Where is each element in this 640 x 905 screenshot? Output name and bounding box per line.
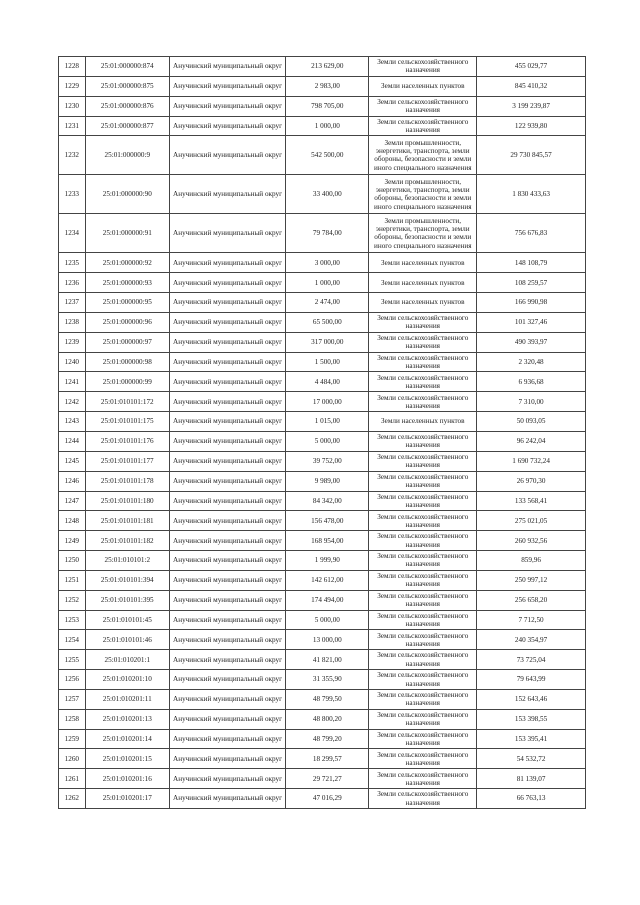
area-cell: 142 612,00 <box>286 570 369 590</box>
cadastral-value-cell: 7 712,50 <box>477 610 586 630</box>
cadastral-number-cell: 25:01:000000:9 <box>85 136 169 175</box>
row-number-cell: 1239 <box>59 332 86 352</box>
cadastral-number-cell: 25:01:010101:178 <box>85 471 169 491</box>
cadastral-number-cell: 25:01:010101:175 <box>85 412 169 432</box>
table-row <box>59 253 586 273</box>
cadastral-number-cell: 25:01:010101:177 <box>85 451 169 471</box>
table-row <box>59 332 586 352</box>
table-body <box>59 57 586 809</box>
area-cell: 213 629,00 <box>286 57 369 77</box>
municipality-cell: Анучинский муниципальный округ <box>169 511 285 531</box>
area-cell: 39 752,00 <box>286 451 369 471</box>
land-category-cell: Земли населенных пунктов <box>369 76 477 96</box>
row-number-cell: 1246 <box>59 471 86 491</box>
municipality-cell: Анучинский муниципальный округ <box>169 116 285 136</box>
row-number-cell: 1234 <box>59 214 86 253</box>
row-number-cell: 1245 <box>59 451 86 471</box>
row-number-cell: 1258 <box>59 709 86 729</box>
table-row <box>59 312 586 332</box>
cadastral-value-cell: 153 398,55 <box>477 709 586 729</box>
table-row <box>59 570 586 590</box>
municipality-cell: Анучинский муниципальный округ <box>169 293 285 313</box>
cadastral-number-cell: 25:01:000000:98 <box>85 352 169 372</box>
cadastral-number-cell: 25:01:000000:877 <box>85 116 169 136</box>
area-cell: 33 400,00 <box>286 175 369 214</box>
municipality-cell: Анучинский муниципальный округ <box>169 769 285 789</box>
area-cell: 79 784,00 <box>286 214 369 253</box>
row-number-cell: 1252 <box>59 590 86 610</box>
cadastral-number-cell: 25:01:010101:181 <box>85 511 169 531</box>
table-row <box>59 491 586 511</box>
row-number-cell: 1259 <box>59 729 86 749</box>
land-category-cell: Земли сельскохозяйственного назначения <box>369 650 477 670</box>
table-row <box>59 352 586 372</box>
municipality-cell: Анучинский муниципальный округ <box>169 709 285 729</box>
cadastral-number-cell: 25:01:010101:182 <box>85 531 169 551</box>
land-category-cell: Земли сельскохозяйственного назначения <box>369 630 477 650</box>
table-row <box>59 57 586 77</box>
table-row <box>59 136 586 175</box>
land-category-cell: Земли сельскохозяйственного назначения <box>369 471 477 491</box>
table-row <box>59 610 586 630</box>
cadastral-value-cell: 490 393,97 <box>477 332 586 352</box>
table-row <box>59 630 586 650</box>
row-number-cell: 1260 <box>59 749 86 769</box>
cadastral-value-cell: 122 939,80 <box>477 116 586 136</box>
municipality-cell: Анучинский муниципальный округ <box>169 57 285 77</box>
area-cell: 48 799,20 <box>286 729 369 749</box>
row-number-cell: 1256 <box>59 670 86 690</box>
table-row <box>59 551 586 571</box>
land-category-cell: Земли сельскохозяйственного назначения <box>369 570 477 590</box>
area-cell: 1 015,00 <box>286 412 369 432</box>
land-category-cell: Земли сельскохозяйственного назначения <box>369 511 477 531</box>
table-row <box>59 749 586 769</box>
area-cell: 168 954,00 <box>286 531 369 551</box>
row-number-cell: 1228 <box>59 57 86 77</box>
table-row <box>59 789 586 809</box>
row-number-cell: 1238 <box>59 312 86 332</box>
cadastral-number-cell: 25:01:000000:875 <box>85 76 169 96</box>
municipality-cell: Анучинский муниципальный округ <box>169 372 285 392</box>
municipality-cell: Анучинский муниципальный округ <box>169 392 285 412</box>
land-category-cell: Земли сельскохозяйственного назначения <box>369 116 477 136</box>
cadastral-value-cell: 152 643,46 <box>477 689 586 709</box>
municipality-cell: Анучинский муниципальный округ <box>169 175 285 214</box>
cadastral-number-cell: 25:01:000000:96 <box>85 312 169 332</box>
land-category-cell: Земли промышленности, энергетики, транспорта, земли обороны, безопасности и земли иного специального назначения <box>369 136 477 175</box>
table-row <box>59 590 586 610</box>
cadastral-value-cell: 2 320,48 <box>477 352 586 372</box>
area-cell: 48 800,20 <box>286 709 369 729</box>
land-category-cell: Земли населенных пунктов <box>369 293 477 313</box>
land-category-cell: Земли промышленности, энергетики, транспорта, земли обороны, безопасности и земли иного специального назначения <box>369 214 477 253</box>
area-cell: 13 000,00 <box>286 630 369 650</box>
land-category-cell: Земли сельскохозяйственного назначения <box>369 392 477 412</box>
cadastral-value-cell: 66 763,13 <box>477 789 586 809</box>
municipality-cell: Анучинский муниципальный округ <box>169 96 285 116</box>
cadastral-value-cell: 260 932,56 <box>477 531 586 551</box>
row-number-cell: 1244 <box>59 431 86 451</box>
municipality-cell: Анучинский муниципальный округ <box>169 431 285 451</box>
cadastral-value-cell: 81 139,07 <box>477 769 586 789</box>
area-cell: 2 983,00 <box>286 76 369 96</box>
land-category-cell: Земли сельскохозяйственного назначения <box>369 312 477 332</box>
cadastral-number-cell: 25:01:010101:45 <box>85 610 169 630</box>
row-number-cell: 1249 <box>59 531 86 551</box>
cadastral-value-cell: 250 997,12 <box>477 570 586 590</box>
cadastral-value-cell: 54 532,72 <box>477 749 586 769</box>
table-row <box>59 689 586 709</box>
cadastral-value-cell: 7 310,00 <box>477 392 586 412</box>
row-number-cell: 1253 <box>59 610 86 630</box>
area-cell: 1 500,00 <box>286 352 369 372</box>
row-number-cell: 1248 <box>59 511 86 531</box>
cadastral-value-cell: 859,96 <box>477 551 586 571</box>
area-cell: 47 016,29 <box>286 789 369 809</box>
area-cell: 17 000,00 <box>286 392 369 412</box>
area-cell: 65 500,00 <box>286 312 369 332</box>
cadastral-number-cell: 25:01:010201:16 <box>85 769 169 789</box>
municipality-cell: Анучинский муниципальный округ <box>169 136 285 175</box>
cadastral-number-cell: 25:01:010201:11 <box>85 689 169 709</box>
land-category-cell: Земли сельскохозяйственного назначения <box>369 729 477 749</box>
row-number-cell: 1242 <box>59 392 86 412</box>
table-row <box>59 273 586 293</box>
area-cell: 18 299,57 <box>286 749 369 769</box>
area-cell: 41 821,00 <box>286 650 369 670</box>
municipality-cell: Анучинский муниципальный округ <box>169 590 285 610</box>
cadastral-value-cell: 29 730 845,57 <box>477 136 586 175</box>
municipality-cell: Анучинский муниципальный округ <box>169 789 285 809</box>
cadastral-value-cell: 50 093,05 <box>477 412 586 432</box>
row-number-cell: 1243 <box>59 412 86 432</box>
cadastral-value-cell: 26 970,30 <box>477 471 586 491</box>
table-row <box>59 471 586 491</box>
cadastral-value-cell: 256 658,20 <box>477 590 586 610</box>
table-row <box>59 769 586 789</box>
municipality-cell: Анучинский муниципальный округ <box>169 570 285 590</box>
cadastral-number-cell: 25:01:010101:395 <box>85 590 169 610</box>
municipality-cell: Анучинский муниципальный округ <box>169 551 285 571</box>
cadastral-value-cell: 96 242,04 <box>477 431 586 451</box>
cadastral-number-cell: 25:01:000000:874 <box>85 57 169 77</box>
municipality-cell: Анучинский муниципальный округ <box>169 214 285 253</box>
cadastral-value-cell: 756 676,83 <box>477 214 586 253</box>
land-category-cell: Земли сельскохозяйственного назначения <box>369 57 477 77</box>
table-row <box>59 670 586 690</box>
cadastral-number-cell: 25:01:000000:92 <box>85 253 169 273</box>
table-row <box>59 175 586 214</box>
area-cell: 5 000,00 <box>286 431 369 451</box>
municipality-cell: Анучинский муниципальный округ <box>169 273 285 293</box>
table-row <box>59 372 586 392</box>
table-row <box>59 116 586 136</box>
municipality-cell: Анучинский муниципальный округ <box>169 729 285 749</box>
municipality-cell: Анучинский муниципальный округ <box>169 749 285 769</box>
municipality-cell: Анучинский муниципальный округ <box>169 630 285 650</box>
municipality-cell: Анучинский муниципальный округ <box>169 650 285 670</box>
land-category-cell: Земли сельскохозяйственного назначения <box>369 96 477 116</box>
table-row <box>59 709 586 729</box>
municipality-cell: Анучинский муниципальный округ <box>169 610 285 630</box>
cadastral-value-cell: 79 643,99 <box>477 670 586 690</box>
land-category-cell: Земли промышленности, энергетики, транспорта, земли обороны, безопасности и земли иного специального назначения <box>369 175 477 214</box>
municipality-cell: Анучинский муниципальный округ <box>169 412 285 432</box>
land-category-cell: Земли сельскохозяйственного назначения <box>369 709 477 729</box>
municipality-cell: Анучинский муниципальный округ <box>169 451 285 471</box>
cadastral-number-cell: 25:01:000000:90 <box>85 175 169 214</box>
cadastral-number-cell: 25:01:010201:13 <box>85 709 169 729</box>
cadastral-number-cell: 25:01:010201:10 <box>85 670 169 690</box>
cadastral-number-cell: 25:01:010101:176 <box>85 431 169 451</box>
land-category-cell: Земли сельскохозяйственного назначения <box>369 372 477 392</box>
cadastral-value-cell: 3 199 239,87 <box>477 96 586 116</box>
area-cell: 31 355,90 <box>286 670 369 690</box>
cadastral-number-cell: 25:01:010201:1 <box>85 650 169 670</box>
land-plots-table <box>58 56 586 809</box>
land-category-cell: Земли сельскохозяйственного назначения <box>369 789 477 809</box>
row-number-cell: 1237 <box>59 293 86 313</box>
land-category-cell: Земли сельскохозяйственного назначения <box>369 769 477 789</box>
cadastral-number-cell: 25:01:000000:99 <box>85 372 169 392</box>
cadastral-value-cell: 133 568,41 <box>477 491 586 511</box>
table-row <box>59 76 586 96</box>
land-category-cell: Земли населенных пунктов <box>369 273 477 293</box>
cadastral-number-cell: 25:01:010101:172 <box>85 392 169 412</box>
land-category-cell: Земли сельскохозяйственного назначения <box>369 689 477 709</box>
row-number-cell: 1257 <box>59 689 86 709</box>
row-number-cell: 1229 <box>59 76 86 96</box>
cadastral-value-cell: 1 830 433,63 <box>477 175 586 214</box>
cadastral-number-cell: 25:01:000000:97 <box>85 332 169 352</box>
table-row <box>59 729 586 749</box>
row-number-cell: 1231 <box>59 116 86 136</box>
municipality-cell: Анучинский муниципальный округ <box>169 352 285 372</box>
cadastral-value-cell: 153 395,41 <box>477 729 586 749</box>
area-cell: 2 474,00 <box>286 293 369 313</box>
area-cell: 542 500,00 <box>286 136 369 175</box>
land-category-cell: Земли сельскохозяйственного назначения <box>369 352 477 372</box>
cadastral-value-cell: 108 259,57 <box>477 273 586 293</box>
land-category-cell: Земли сельскохозяйственного назначения <box>369 670 477 690</box>
land-category-cell: Земли сельскохозяйственного назначения <box>369 491 477 511</box>
land-category-cell: Земли сельскохозяйственного назначения <box>369 749 477 769</box>
municipality-cell: Анучинский муниципальный округ <box>169 253 285 273</box>
land-category-cell: Земли сельскохозяйственного назначения <box>369 551 477 571</box>
cadastral-number-cell: 25:01:010101:394 <box>85 570 169 590</box>
area-cell: 9 989,00 <box>286 471 369 491</box>
table-row <box>59 214 586 253</box>
area-cell: 798 705,00 <box>286 96 369 116</box>
cadastral-number-cell: 25:01:010101:46 <box>85 630 169 650</box>
table-row <box>59 451 586 471</box>
land-category-cell: Земли сельскохозяйственного назначения <box>369 451 477 471</box>
area-cell: 29 721,27 <box>286 769 369 789</box>
table-row <box>59 96 586 116</box>
area-cell: 5 000,00 <box>286 610 369 630</box>
row-number-cell: 1236 <box>59 273 86 293</box>
area-cell: 156 478,00 <box>286 511 369 531</box>
land-category-cell: Земли населенных пунктов <box>369 412 477 432</box>
cadastral-value-cell: 6 936,68 <box>477 372 586 392</box>
cadastral-value-cell: 148 108,79 <box>477 253 586 273</box>
land-category-cell: Земли сельскохозяйственного назначения <box>369 531 477 551</box>
land-category-cell: Земли сельскохозяйственного назначения <box>369 431 477 451</box>
cadastral-value-cell: 73 725,04 <box>477 650 586 670</box>
row-number-cell: 1233 <box>59 175 86 214</box>
cadastral-value-cell: 166 990,98 <box>477 293 586 313</box>
municipality-cell: Анучинский муниципальный округ <box>169 689 285 709</box>
area-cell: 84 342,00 <box>286 491 369 511</box>
cadastral-value-cell: 275 021,05 <box>477 511 586 531</box>
row-number-cell: 1235 <box>59 253 86 273</box>
cadastral-value-cell: 1 690 732,24 <box>477 451 586 471</box>
cadastral-number-cell: 25:01:000000:95 <box>85 293 169 313</box>
cadastral-number-cell: 25:01:000000:876 <box>85 96 169 116</box>
cadastral-number-cell: 25:01:010101:180 <box>85 491 169 511</box>
land-category-cell: Земли населенных пунктов <box>369 253 477 273</box>
municipality-cell: Анучинский муниципальный округ <box>169 312 285 332</box>
area-cell: 4 484,00 <box>286 372 369 392</box>
area-cell: 1 000,00 <box>286 273 369 293</box>
table-row <box>59 412 586 432</box>
table-row <box>59 511 586 531</box>
municipality-cell: Анучинский муниципальный округ <box>169 531 285 551</box>
land-category-cell: Земли сельскохозяйственного назначения <box>369 590 477 610</box>
row-number-cell: 1262 <box>59 789 86 809</box>
cadastral-value-cell: 845 410,32 <box>477 76 586 96</box>
row-number-cell: 1230 <box>59 96 86 116</box>
row-number-cell: 1261 <box>59 769 86 789</box>
table-row <box>59 293 586 313</box>
area-cell: 174 494,00 <box>286 590 369 610</box>
land-category-cell: Земли сельскохозяйственного назначения <box>369 610 477 630</box>
cadastral-number-cell: 25:01:010201:17 <box>85 789 169 809</box>
row-number-cell: 1251 <box>59 570 86 590</box>
area-cell: 3 000,00 <box>286 253 369 273</box>
area-cell: 1 999,90 <box>286 551 369 571</box>
cadastral-number-cell: 25:01:010201:14 <box>85 729 169 749</box>
row-number-cell: 1250 <box>59 551 86 571</box>
row-number-cell: 1240 <box>59 352 86 372</box>
land-category-cell: Земли сельскохозяйственного назначения <box>369 332 477 352</box>
cadastral-number-cell: 25:01:000000:91 <box>85 214 169 253</box>
municipality-cell: Анучинский муниципальный округ <box>169 471 285 491</box>
row-number-cell: 1254 <box>59 630 86 650</box>
municipality-cell: Анучинский муниципальный округ <box>169 76 285 96</box>
municipality-cell: Анучинский муниципальный округ <box>169 332 285 352</box>
table-row <box>59 392 586 412</box>
area-cell: 48 799,50 <box>286 689 369 709</box>
cadastral-number-cell: 25:01:010201:15 <box>85 749 169 769</box>
cadastral-number-cell: 25:01:000000:93 <box>85 273 169 293</box>
municipality-cell: Анучинский муниципальный округ <box>169 670 285 690</box>
row-number-cell: 1255 <box>59 650 86 670</box>
row-number-cell: 1247 <box>59 491 86 511</box>
cadastral-number-cell: 25:01:010101:2 <box>85 551 169 571</box>
cadastral-value-cell: 101 327,46 <box>477 312 586 332</box>
table-row <box>59 431 586 451</box>
row-number-cell: 1241 <box>59 372 86 392</box>
cadastral-value-cell: 455 029,77 <box>477 57 586 77</box>
municipality-cell: Анучинский муниципальный округ <box>169 491 285 511</box>
cadastral-value-cell: 240 354,97 <box>477 630 586 650</box>
area-cell: 1 000,00 <box>286 116 369 136</box>
table-row <box>59 650 586 670</box>
row-number-cell: 1232 <box>59 136 86 175</box>
table-row <box>59 531 586 551</box>
area-cell: 317 000,00 <box>286 332 369 352</box>
